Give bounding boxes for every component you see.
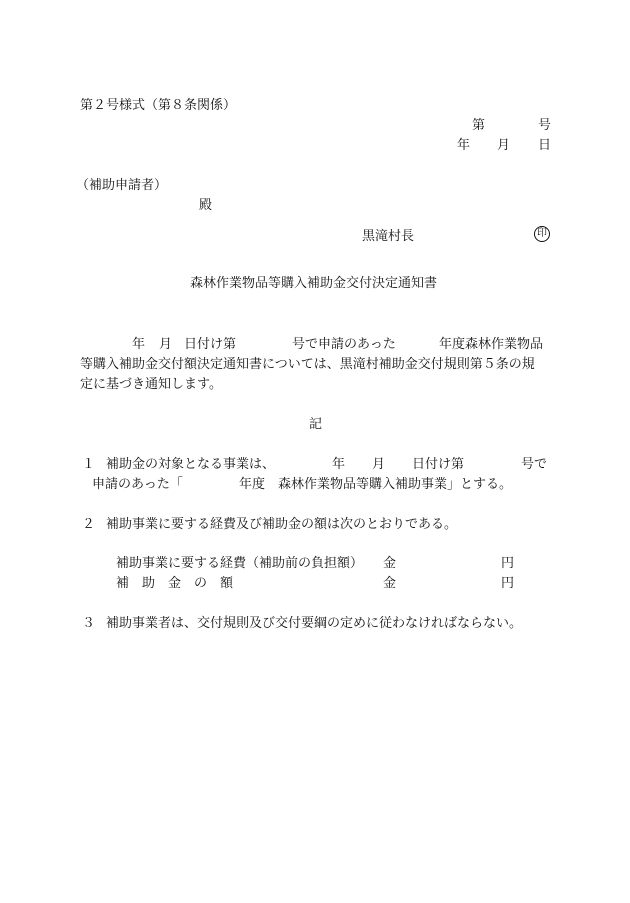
item-1-day-number: 日付け第 bbox=[412, 457, 465, 472]
cost-kin: 金 bbox=[383, 556, 397, 571]
date-year: 年 bbox=[457, 138, 471, 153]
item-1-year: 年 bbox=[332, 457, 346, 472]
item-1-applied: 申請のあった「 bbox=[92, 477, 183, 492]
item-1-text: 補助金の対象となる事業は、 bbox=[106, 457, 276, 472]
body-number-applied: 号で申請のあった bbox=[292, 337, 396, 352]
seal-mark: 印 bbox=[534, 226, 550, 242]
body-fiscal-year: 年度森林作業物品 bbox=[439, 337, 544, 352]
item-1-number: １ bbox=[82, 457, 96, 472]
body-month: 月 bbox=[159, 337, 173, 352]
body-year: 年 bbox=[132, 337, 146, 352]
document-number-prefix: 第 bbox=[472, 118, 486, 133]
item-3-number: ３ bbox=[82, 616, 96, 631]
document-title: 森林作業物品等購入補助金交付決定通知書 bbox=[190, 276, 438, 291]
body-line-2: 等購入補助金交付額決定通知書については、黒滝村補助金交付規則第５条の規 bbox=[80, 357, 535, 372]
subsidy-kin: 金 bbox=[383, 576, 397, 591]
form-label: 第２号様式（第８条関係） bbox=[80, 98, 237, 113]
subsidy-label: 補 助 金 の 額 bbox=[116, 576, 234, 591]
item-1-project: 年度 森林作業物品等購入補助事業」とする。 bbox=[239, 477, 513, 492]
cost-label: 補助事業に要する経費（補助前の負担額） bbox=[116, 556, 364, 571]
addressee-honorific: 殿 bbox=[199, 198, 213, 213]
item-1-month: 月 bbox=[372, 457, 386, 472]
document-number-suffix: 号 bbox=[538, 118, 552, 133]
addressee-label: （補助申請者） bbox=[76, 178, 168, 193]
date-month: 月 bbox=[497, 138, 511, 153]
item-1-number-suffix: 号で bbox=[521, 457, 548, 472]
cost-yen: 円 bbox=[501, 556, 515, 571]
item-2-text: 補助事業に要する経費及び補助金の額は次のとおりである。 bbox=[106, 517, 458, 532]
item-3-text: 補助事業者は、交付規則及び交付要綱の定めに従わなければならない。 bbox=[106, 616, 523, 631]
item-2-number: ２ bbox=[82, 517, 96, 532]
body-line-3: 定に基づき通知します。 bbox=[80, 377, 222, 392]
ki-heading: 記 bbox=[309, 417, 323, 432]
body-day-number: 日付け第 bbox=[184, 337, 237, 352]
issuer-name: 黒滝村長 bbox=[362, 229, 415, 244]
date-day: 日 bbox=[538, 138, 552, 153]
subsidy-yen: 円 bbox=[501, 576, 515, 591]
